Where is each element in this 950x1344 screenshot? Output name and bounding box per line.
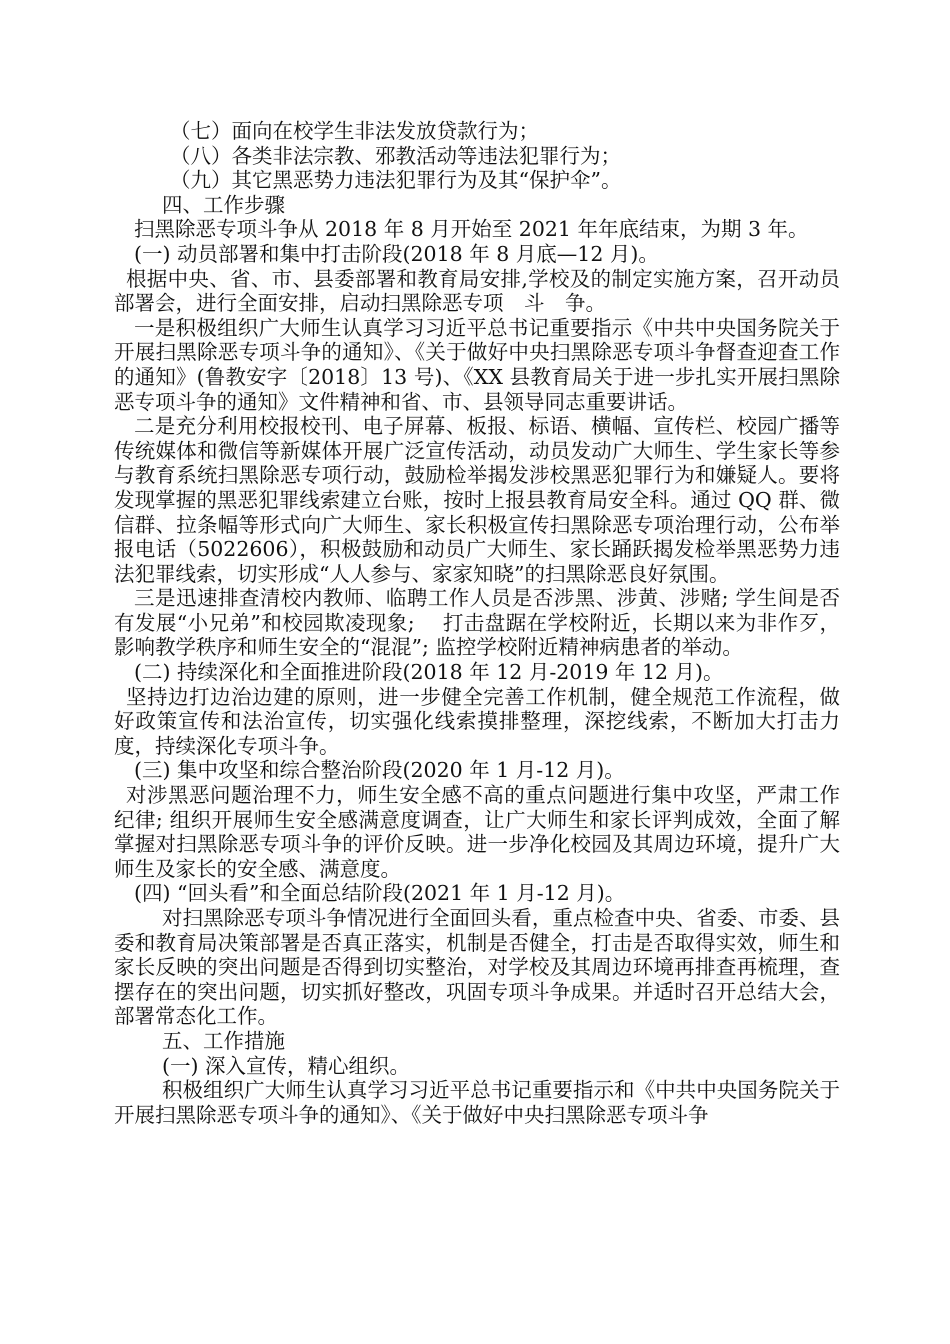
list-item: （七）面向在校学生非法发放贷款行为；	[170, 119, 539, 143]
paragraph: 对涉黑恶问题治理不力，师生安全感不高的重点问题进行集中攻坚，严肃工作纪律; 组织开展师生安全感满意度调查，让广大师生和家长评判成效，全面了解掌握对扫黑除恶专项斗争的评价反映。进一步净化校园及其周边环境，提升广大师生及家长的安全感、满意度。	[114, 783, 840, 881]
subsection-heading: (一) 深入宣传，精心组织。	[162, 1053, 411, 1078]
document-page	[114, 119, 840, 1127]
paragraph: 根据中央、省、市、县委部署和教育局安排,学校及的制定实施方案，召开动员部署会，进行全面安排，启动扫黑除恶专项 斗 争。	[114, 266, 840, 316]
subsection-heading: (三) 集中攻坚和综合整治阶段(2020 年 1 月-12 月)。	[134, 758, 625, 783]
paragraph: 扫黑除恶专项斗争从 2018 年 8 月开始至 2021 年年底结束，为期 3 年。	[134, 217, 809, 242]
list-item: （九）其它黑恶势力违法犯罪行为及其“保护伞”。	[170, 168, 622, 193]
subsection-heading: (四) “回头看”和全面总结阶段(2021 年 1 月-12 月)。	[134, 881, 626, 906]
subsection-heading: (一) 动员部署和集中打击阶段(2018 年 8 月底—12 月)。	[134, 241, 659, 266]
section-heading: 五、工作措施	[162, 1028, 285, 1053]
list-item: （八）各类非法宗教、邪教活动等违法犯罪行为；	[170, 143, 621, 168]
subsection-heading: (二) 持续深化和全面推进阶段(2018 年 12 月-2019 年 12 月)。	[134, 660, 724, 685]
paragraph: 三是迅速排查清校内教师、临聘工作人员是否涉黑、涉黄、涉赌; 学生间是否有发展“小兄弟”和校园欺凌现象; 打击盘踞在学校附近，长期以来为非作歹，影响教学秩序和师生安全的“混混”; 监控学校附近精神病患者的举动。	[114, 586, 840, 660]
section-heading: 四、工作步骤	[162, 192, 285, 217]
paragraph: 积极组织广大师生认真学习习近平总书记重要指示和《中共中央国务院关于开展扫黑除恶专项斗争的通知》、《关于做好中央扫黑除恶专项斗争	[114, 1078, 840, 1127]
paragraph: 对扫黑除恶专项斗争情况进行全面回头看，重点检查中央、省委、市委、县委和教育局决策部署是否真正落实，机制是否健全，打击是否取得实效，师生和家长反映的突出问题是否得到切实整治，对学校及其周边环境再排查再梳理，查摆存在的突出问题，切实抓好整改，巩固专项斗争成果。并适时召开总结大会，部署常态化工作。	[114, 906, 840, 1029]
paragraph: 坚持边打边治边建的原则，进一步健全完善工作机制，健全规范工作流程，做好政策宣传和法治宣传，切实强化线索摸排整理，深挖线索，不断加大打击力度，持续深化专项斗争。	[114, 684, 840, 758]
paragraph: 二是充分利用校报校刊、电子屏幕、板报、标语、横幅、宣传栏、校园广播等传统媒体和微信等新媒体开展广泛宣传活动，动员发动广大师生、学生家长等参与教育系统扫黑除恶专项行动，鼓励检举揭发涉校黑恶犯罪行为和嫌疑人。要将发现掌握的黑恶犯罪线索建立台账，按时上报县教育局安全科。通过 QQ 群、微信群、拉条幅等形式向广大师生、家长积极宣传扫黑除恶专项治理行动，公布举报电话（5022606），积极鼓励和动员广大师生、家长踊跃揭发检举黑恶势力违法犯罪线索，切实形成“人人参与、家家知晓”的扫黑除恶良好氛围。	[114, 414, 840, 586]
paragraph: 一是积极组织广大师生认真学习习近平总书记重要指示《中共中央国务院关于开展扫黑除恶专项斗争的通知》、《关于做好中央扫黑除恶专项斗争督查迎查工作的通知》(鲁教安字〔2018〕13 号)、《XX 县教育局关于进一步扎实开展扫黑除恶专项斗争的通知》文件精神和省、市、县领导同志重要讲话。	[114, 315, 840, 414]
